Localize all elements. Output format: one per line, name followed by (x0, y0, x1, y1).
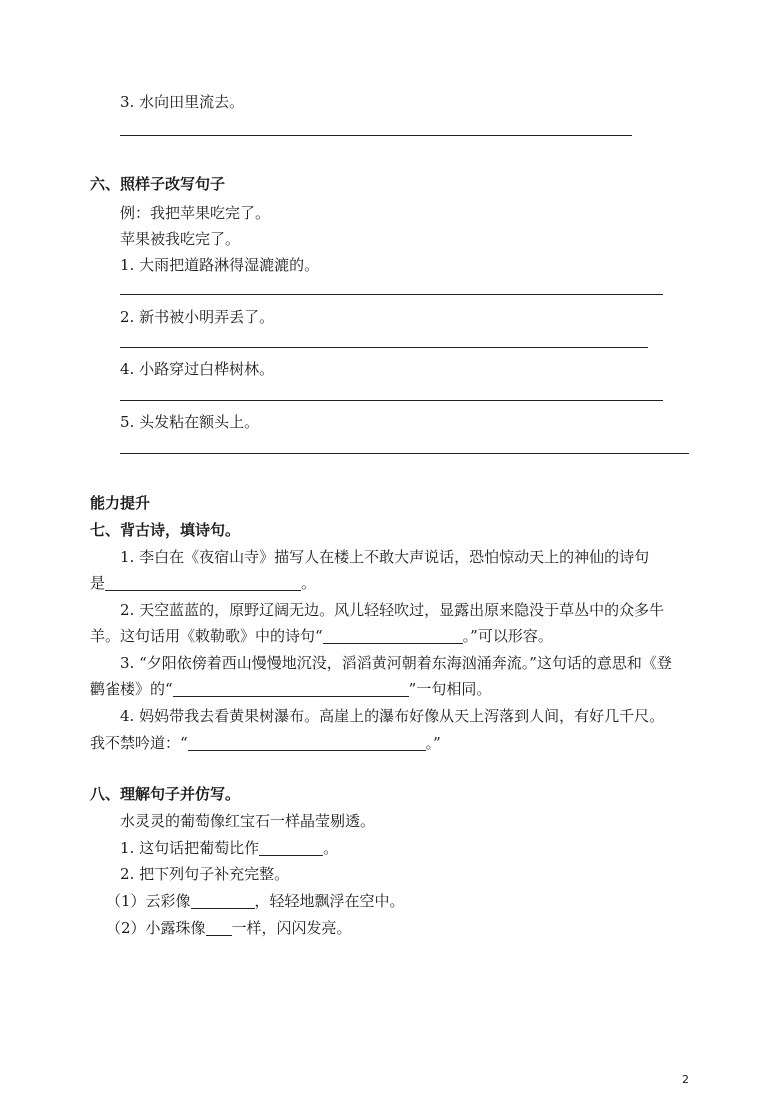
s6-item-1: 1. 大雨把道路淋得湿漉漉的。 (120, 256, 320, 274)
s7-q2-pre: 羊。这句话用《敕勒歌》中的诗句“ (90, 627, 323, 645)
fill-blank[interactable] (323, 627, 463, 644)
s8-q1 (120, 838, 338, 858)
section-six-title: 六、照样子改写句子 (90, 175, 226, 193)
s6-example-1: 例：我把苹果吃完了。 (120, 204, 271, 222)
s7-q3-pre: 鹳雀楼》的“ (90, 680, 173, 698)
s8-q2a-post: ，轻轻地飘浮在空中。 (254, 892, 405, 910)
s7-q1-post: 。 (301, 574, 317, 592)
s7-q3-line2 (90, 679, 491, 699)
s8-q2: 2. 把下列句子补充完整。 (120, 865, 290, 883)
fill-blank[interactable] (259, 839, 323, 856)
s7-q1-line2 (90, 573, 316, 593)
fill-blank[interactable] (191, 892, 255, 909)
s7-q3-post: ”一句相同。 (408, 680, 492, 698)
answer-line[interactable] (120, 453, 689, 454)
s6-item-5: 5. 头发粘在额头上。 (120, 413, 260, 431)
section-eight-title: 八、理解句子并仿写。 (90, 785, 241, 803)
s8-q2a-pre: （1）云彩像 (106, 892, 191, 910)
fill-blank[interactable] (105, 574, 301, 591)
fill-blank[interactable] (188, 734, 426, 751)
s7-q4-line1: 4. 妈妈带我去看黄果树瀑布。高崖上的瀑布好像从天上泻落到人间，有好几千尺。 (120, 707, 665, 725)
s6-item-2: 2. 新书被小明弄丢了。 (120, 308, 275, 326)
s6-example-2: 苹果被我吃完了。 (120, 230, 241, 248)
s7-q3-line1: 3. “夕阳依傍着西山慢慢地沉没，滔滔黄河朝着东海汹涌奔流。”这句话的意思和《登 (120, 654, 672, 672)
s5-item-3: 3. 水向田里流去。 (120, 93, 245, 111)
s7-q4-line2 (90, 733, 441, 753)
answer-line[interactable] (120, 400, 663, 401)
fill-blank[interactable] (206, 919, 232, 936)
s6-item-4: 4. 小路穿过白桦树林。 (120, 360, 275, 378)
s8-q2b-pre: （2）小露珠像 (106, 919, 206, 937)
answer-line[interactable] (120, 347, 648, 348)
answer-line[interactable] (120, 294, 663, 295)
s8-q1-pre: 1. 这句话把葡萄比作 (120, 839, 260, 857)
s8-q2b-post: 一样，闪闪发亮。 (231, 919, 352, 937)
s7-q4-pre: 我不禁吟道：“ (90, 734, 188, 752)
fill-blank[interactable] (173, 680, 409, 697)
s7-q2-post: 。”可以形容。 (462, 627, 553, 645)
s7-q1-line1: 1. 李白在《夜宿山寺》描写人在楼上不敢大声说话，恐怕惊动天上的神仙的诗句 (120, 548, 650, 566)
s8-q1-post: 。 (323, 839, 339, 857)
answer-line[interactable] (120, 135, 632, 136)
ability-title: 能力提升 (90, 494, 151, 512)
s8-sentence: 水灵灵的葡萄像红宝石一样晶莹剔透。 (120, 812, 376, 830)
s8-q2b (106, 918, 352, 938)
s7-q4-post: 。” (425, 734, 441, 752)
page-number: 2 (682, 1073, 689, 1086)
s7-q2-line1: 2. 天空蓝蓝的，原野辽阔无边。风儿轻轻吹过，显露出原来隐没于草丛中的众多牛 (120, 601, 665, 619)
s7-q1-pre: 是 (90, 574, 106, 592)
s8-q2a (106, 891, 405, 911)
section-seven-title: 七、背古诗，填诗句。 (90, 521, 241, 539)
s7-q2-line2 (90, 626, 553, 646)
